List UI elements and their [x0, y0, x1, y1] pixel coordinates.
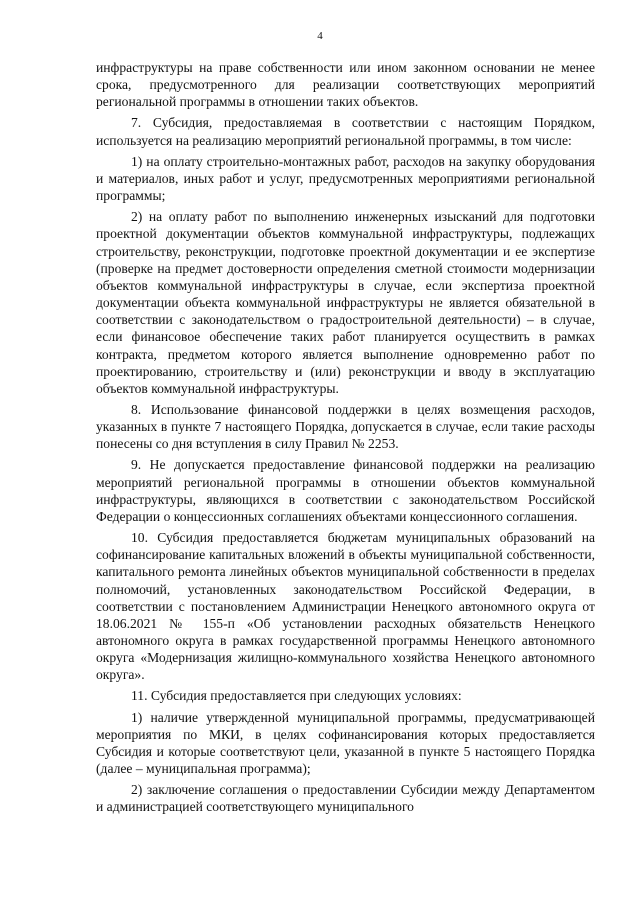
- paragraph-item-11-2: 2) заключение соглашения о предоставлении Субсидии между Департаментом и администрацией соответствующего муниципального: [96, 782, 595, 815]
- paragraph-item-7-2: 2) на оплату работ по выполнению инженерных изысканий для подготовки проектной документации объектов коммунальной инфраструктуры, подлежащих строительству, реконструкции, подготовке проектной документации и ее экспертизе (проверке на предмет достоверности определения сметной стоимости модернизации объектов коммунальной инфраструктуры в случае, если экспертиза проектной документации объекта коммунальной инфраструктуры не является обязательной в соответствии с законодательством о градостроительной деятельности) – в случае, если финансовое обеспечение таких работ планируется осуществить в рамках контракта, предметом которого является выполнение одновременно работ по проектированию, строительству и (или) реконструкции и вводу в эксплуатацию объектов коммунальной инфраструктуры.: [96, 209, 595, 396]
- page-number: 4: [317, 30, 323, 42]
- paragraph-item-9: 9. Не допускается предоставление финансовой поддержки на реализацию мероприятий региональной программы в отношении объектов коммунальной инфраструктуры, являющихся в соответствии с законодательством Российской Федерации о концессионных соглашениях объектами концессионного соглашения.: [96, 457, 595, 524]
- paragraph-item-7: 7. Субсидия, предоставляемая в соответствии с настоящим Порядком, используется на реализацию мероприятий региональной программы, в том числе:: [96, 115, 595, 148]
- paragraph-item-8: 8. Использование финансовой поддержки в целях возмещения расходов, указанных в пункте 7 настоящего Порядка, допускается в случае, если такие расходы понесены со дня вступления в силу Правил № 2253.: [96, 401, 595, 452]
- document-body: [96, 59, 595, 816]
- paragraph-item-11: 11. Субсидия предоставляется при следующих условиях:: [131, 688, 462, 704]
- paragraph-item-7-1: 1) на оплату строительно-монтажных работ, расходов на закупку оборудования и материалов, иных работ и услуг, предусмотренных мероприятиями региональной программы;: [96, 153, 595, 204]
- paragraph-item-10: 10. Субсидия предоставляется бюджетам муниципальных образований на софинансирование капитальных вложений в объекты муниципальной собственности, капитального ремонта линейных объектов муниципальной собственности в пределах полномочий, установленных законодательством Российской Федерации, в соответствии с постановлением Администрации Ненецкого автономного округа от 18.06.2021 № 155-п «Об установлении расходных обязательств Ненецкого автономного округа в рамках государственной программы Ненецкого автономного округа «Модернизация жилищно-коммунального хозяйства Ненецкого автономного округа».: [96, 530, 595, 683]
- paragraph-item-11-1: 1) наличие утвержденной муниципальной программы, предусматривающей мероприятия по МКИ, в целях софинансирования которых предоставляется Субсидия и которые соответствуют цели, указанной в пункте 5 настоящего Порядка (далее – муниципальная программа);: [96, 709, 595, 777]
- paragraph-continuation: инфраструктуры на праве собственности или ином законном основании не менее срока, предусмотренного для реализации соответствующих мероприятий региональной программы в отношении таких объектов.: [96, 60, 595, 110]
